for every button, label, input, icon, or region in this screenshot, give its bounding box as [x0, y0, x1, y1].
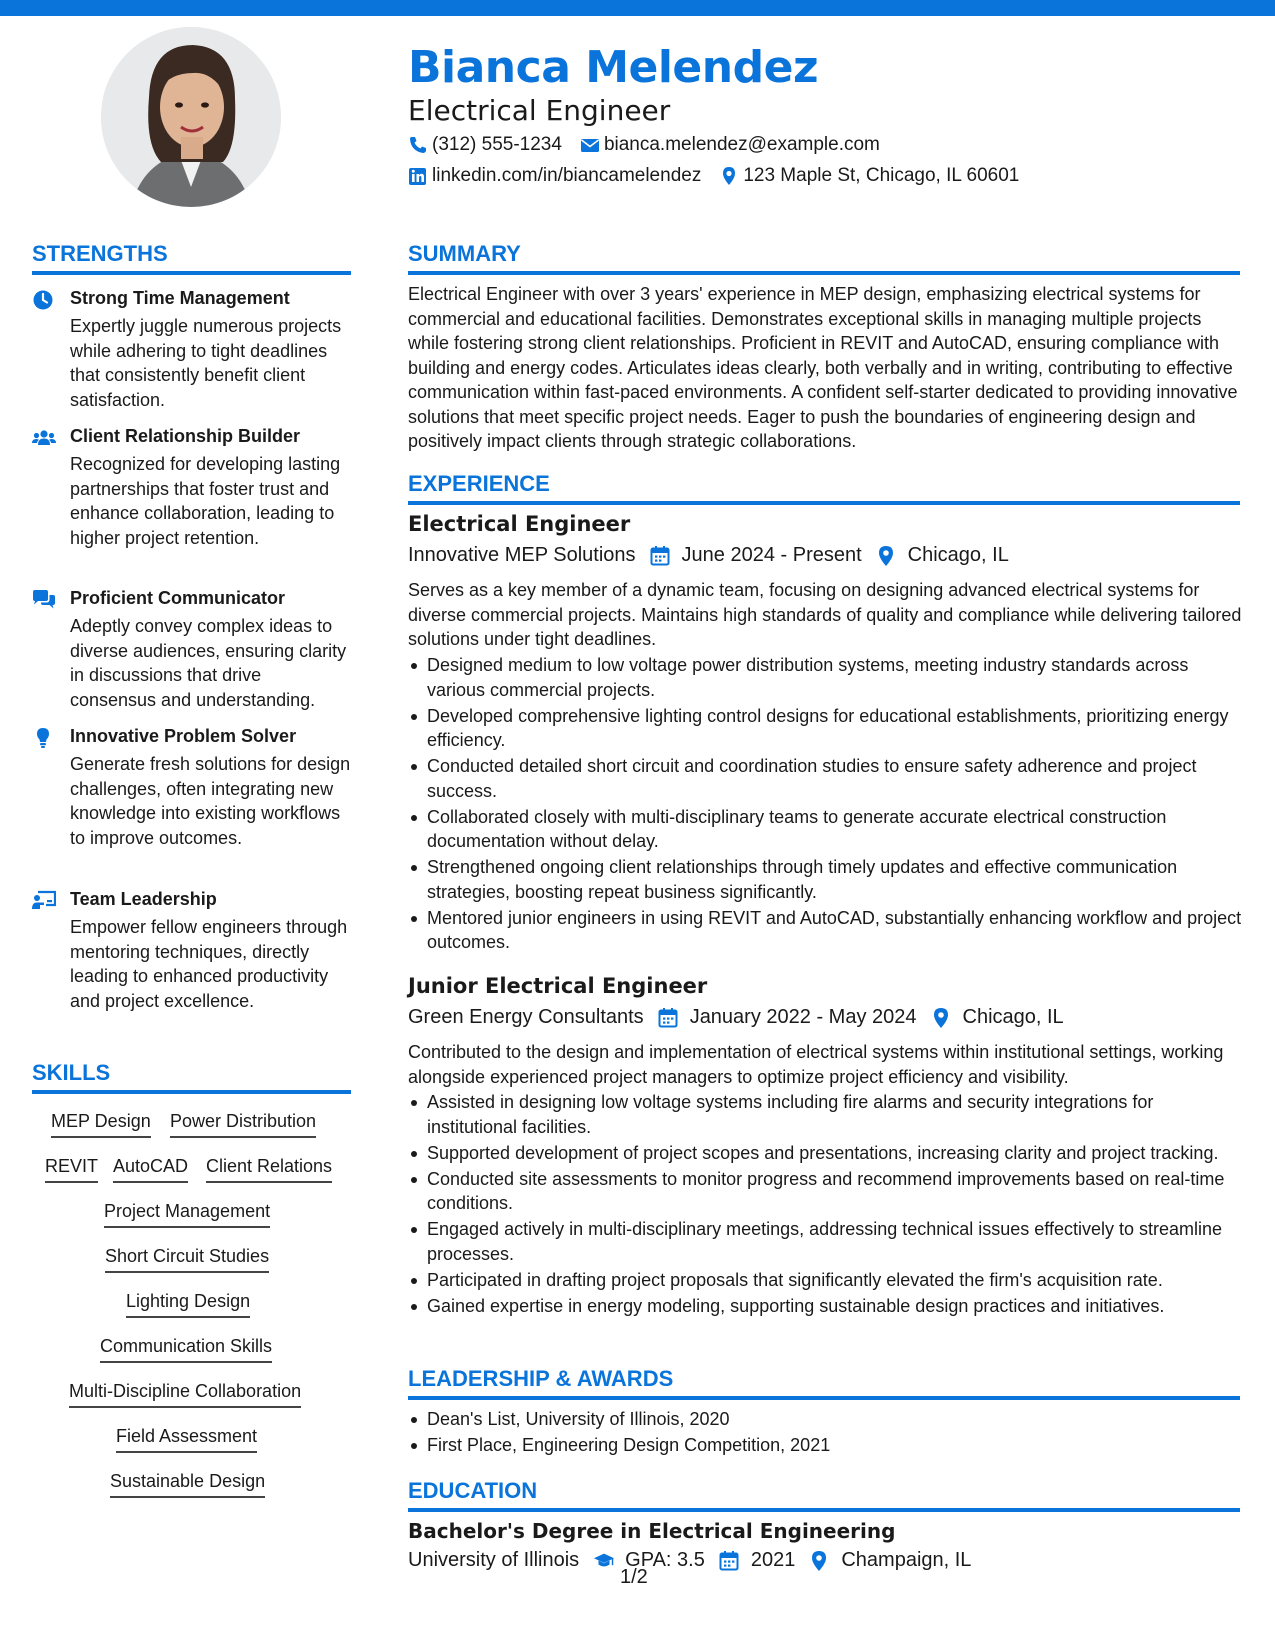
chalkboard-teacher-icon	[32, 890, 56, 912]
skill-tag: Client Relations	[206, 1156, 332, 1183]
skill-tag: Multi-Discipline Collaboration	[69, 1381, 301, 1408]
map-marker-icon	[931, 1007, 953, 1029]
candidate-name: Bianca Melendez	[408, 42, 819, 93]
job-location: Chicago, IL	[907, 544, 1009, 566]
company-name: Green Energy Consultants	[408, 1006, 644, 1028]
summary-text: Electrical Engineer with over 3 years' experience in MEP design, emphasizing electrical systems for commercial and educational facilities. Demonstrates exceptional skills in managing multiple projects while fostering strong client relationships. Proficient in REVIT and AutoCAD, ensuring compliance with building and energy codes. Articulates ideas clearly, both verbally and in writing, contributing to effective communication within fast-paced environments. A confident self-starter dedicated to providing innovative solutions that meet specific project needs. Eager to push the boundaries of engineering design and positively impact clients through strategic collaborations.	[408, 284, 1238, 451]
experience-heading: EXPERIENCE	[408, 471, 550, 496]
education-heading: EDUCATION	[408, 1478, 538, 1503]
calendar-icon	[658, 1007, 680, 1029]
job-bullets	[408, 653, 1243, 956]
strength-title: Client Relationship Builder	[70, 426, 301, 446]
lightbulb-icon	[32, 727, 56, 749]
strength-description: Adeptly convey complex ideas to diverse audiences, ensuring clarity in discussions that drive consensus and understanding.	[70, 616, 347, 710]
list-item: Developed comprehensive lighting control designs for educational establishments, prioritizing energy efficiency.	[408, 704, 1243, 753]
skill-tag: Short Circuit Studies	[105, 1246, 269, 1273]
candidate-title: Electrical Engineer	[408, 94, 671, 127]
strength-description: Empower fellow engineers through mentoring techniques, directly leading to enhanced productivity and project excellence.	[70, 917, 348, 1011]
clock-icon	[32, 289, 56, 311]
calendar-icon	[650, 545, 672, 567]
education-rule	[408, 1508, 1240, 1512]
email-contact[interactable]	[580, 134, 880, 156]
address-text: 123 Maple St, Chicago, IL 60601	[743, 165, 1020, 186]
summary-heading: SUMMARY	[408, 241, 521, 266]
experience-rule	[408, 501, 1240, 505]
users-icon	[32, 427, 56, 449]
profile-photo	[101, 27, 281, 207]
education-location: Champaign, IL	[841, 1549, 972, 1571]
awards-rule	[408, 1396, 1240, 1400]
contact-row-2	[408, 165, 1037, 187]
calendar-icon	[719, 1550, 741, 1572]
list-item: Conducted site assessments to monitor progress and recommend improvements based on real-time conditions.	[408, 1167, 1243, 1216]
list-item: Assisted in designing low voltage systems including fire alarms and security integrations for institutional facilities.	[408, 1090, 1243, 1139]
summary-rule	[408, 271, 1240, 275]
skill-tag: Power Distribution	[170, 1111, 316, 1138]
linkedin-icon	[408, 166, 428, 186]
list-item: Designed medium to low voltage power distribution systems, meeting industry standards across various commercial projects.	[408, 653, 1243, 702]
map-marker-icon	[809, 1550, 831, 1572]
strength-title: Team Leadership	[70, 889, 217, 909]
skill-tag: Sustainable Design	[110, 1471, 265, 1498]
job-dates: June 2024 - Present	[681, 544, 862, 566]
strength-title: Proficient Communicator	[70, 588, 286, 608]
school-name: University of Illinois	[408, 1549, 580, 1571]
phone-contact[interactable]	[408, 134, 562, 156]
email-text: bianca.melendez@example.com	[603, 134, 880, 155]
skill-tag: Field Assessment	[116, 1426, 257, 1453]
gpa: GPA: 3.5	[625, 1549, 705, 1571]
company-name: Innovative MEP Solutions	[408, 544, 636, 566]
top-accent-bar	[0, 0, 1275, 16]
graduation-cap-icon	[593, 1550, 615, 1572]
list-item: Engaged actively in multi-disciplinary meetings, addressing technical issues effectively to streamline processes.	[408, 1217, 1243, 1266]
map-marker-icon	[719, 166, 739, 186]
education-meta	[408, 1549, 971, 1572]
list-item: Participated in drafting project proposals that significantly elevated the firm's acquisition rate.	[408, 1268, 1243, 1293]
map-marker-icon	[876, 545, 898, 567]
skill-tag: Lighting Design	[126, 1291, 250, 1318]
job-bullets	[408, 1090, 1243, 1320]
list-item: Supported development of project scopes and presentations, increasing clarity and project tracking.	[408, 1141, 1243, 1166]
list-item: Mentored junior engineers in using REVIT and AutoCAD, substantially enhancing workflow and project outcomes.	[408, 906, 1243, 955]
skill-tag: Project Management	[104, 1201, 270, 1228]
skill-tag: AutoCAD	[113, 1156, 188, 1183]
list-item: Dean's List, University of Illinois, 2020	[408, 1407, 1243, 1432]
comments-icon	[32, 589, 56, 611]
strength-description: Generate fresh solutions for design challenges, often integrating new knowledge into existing workflows to improve outcomes.	[70, 754, 351, 848]
degree-title: Bachelor's Degree in Electrical Engineering	[408, 1519, 896, 1543]
job-description: Contributed to the design and implementation of electrical systems within institutional settings, working alongside experienced project managers to optimize project efficiency and visibility.	[408, 1042, 1224, 1087]
phone-text: (312) 555-1234	[432, 134, 562, 155]
strength-description: Expertly juggle numerous projects while adhering to tight deadlines that consistently benefit client satisfaction.	[70, 316, 342, 410]
skills-rule	[32, 1090, 351, 1094]
list-item: Conducted detailed short circuit and coordination studies to ensure safety adherence and project success.	[408, 754, 1243, 803]
envelope-icon	[580, 135, 600, 155]
list-item: Collaborated closely with multi-disciplinary teams to generate accurate electrical construction documentation without delay.	[408, 805, 1243, 854]
contact-row-1	[408, 134, 898, 156]
strengths-heading: STRENGTHS	[32, 241, 168, 266]
phone-icon	[408, 135, 428, 155]
awards-list	[408, 1407, 1243, 1459]
job-location: Chicago, IL	[962, 1006, 1064, 1028]
strength-title: Innovative Problem Solver	[70, 726, 297, 746]
job-title: Junior Electrical Engineer	[408, 974, 708, 998]
awards-heading: LEADERSHIP & AWARDS	[408, 1366, 674, 1391]
linkedin-contact[interactable]	[408, 165, 701, 187]
graduation-year: 2021	[750, 1549, 796, 1571]
list-item: First Place, Engineering Design Competition, 2021	[408, 1433, 1243, 1458]
job-meta	[408, 544, 1009, 567]
job-title: Electrical Engineer	[408, 512, 631, 536]
list-item: Strengthened ongoing client relationships through timely updates and effective communication strategies, boosting repeat business significantly.	[408, 855, 1243, 904]
page-number: 1/2	[620, 1566, 648, 1588]
job-description: Serves as a key member of a dynamic team, focusing on designing advanced electrical systems for diverse commercial projects. Maintains high standards of quality and compliance while delivering tailored solutions under tight deadlines.	[408, 580, 1242, 649]
strength-description: Recognized for developing lasting partnerships that foster trust and enhance collaboration, leading to higher project retention.	[70, 454, 341, 548]
skill-tag: REVIT	[45, 1156, 98, 1183]
list-item: Gained expertise in energy modeling, supporting sustainable design practices and initiatives.	[408, 1294, 1243, 1319]
skills-heading: SKILLS	[32, 1060, 111, 1085]
job-meta	[408, 1006, 1064, 1029]
strength-title: Strong Time Management	[70, 288, 290, 308]
linkedin-text: linkedin.com/in/biancamelendez	[432, 165, 702, 186]
skill-tag: Communication Skills	[100, 1336, 272, 1363]
job-dates: January 2022 - May 2024	[689, 1006, 917, 1028]
address-contact	[719, 165, 1019, 187]
skill-tag: MEP Design	[51, 1111, 151, 1138]
strengths-rule	[32, 271, 351, 275]
